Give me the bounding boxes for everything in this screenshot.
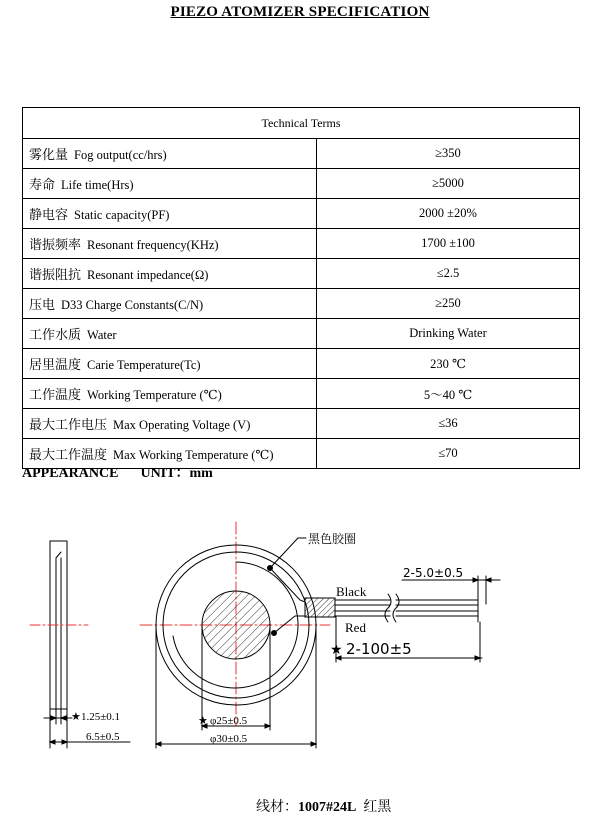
table-row [23,289,580,319]
term-cell [23,259,317,289]
term-cell [23,169,317,199]
term-cell [23,379,317,409]
term-cn: 工作温度 [29,388,82,403]
term-cn: 谐振频率 [29,238,82,253]
value-cell: 2000 ±20% [317,199,580,229]
dim-arrow [473,578,478,582]
term-en: Working Temperature (℃) [87,388,222,402]
star-mark: ★ [71,711,81,723]
break-mark [385,594,391,622]
front-view [140,522,500,748]
technical-drawing [0,486,600,786]
table-row [23,199,580,229]
table-row [23,229,580,259]
wire-clamp [305,598,335,617]
term-en: Resonant impedance(Ω) [87,268,209,282]
break-mark [393,594,399,622]
label-leader-line [270,538,298,568]
value-cell: 5～40 ℃ [317,379,580,409]
term-en: Max Working Temperature (℃) [113,448,274,462]
value-cell: Drinking Water [317,319,580,349]
term-cell [23,289,317,319]
term-en: D33 Charge Constants(C/N) [61,298,204,312]
document-title: PIEZO ATOMIZER SPECIFICATION [170,4,430,20]
black-wire-label: Black [336,584,367,599]
value-cell: 1700 ±100 [317,229,580,259]
term-cn: 雾化量 [29,148,69,163]
value-cell: 230 ℃ [317,349,580,379]
value-cell: ≥250 [317,289,580,319]
wire-length-label: 2-100±5 [346,640,412,658]
wire-note-colors: 红黑 [363,799,392,815]
wire-note-prefix: 线材： [256,799,298,815]
table-header: Technical Terms [23,108,580,139]
term-cn: 最大工作温度 [29,448,108,463]
thickness-dim-label: 1.25±0.1 [81,711,121,723]
dim-arrow [486,578,491,582]
term-en: Life time(Hrs) [61,178,134,192]
wire-spec-note [256,796,391,816]
dim-arrow [51,716,56,720]
spec-table [22,107,580,469]
inner-diameter-label: φ25±0.5 [210,715,248,727]
table-row [23,259,580,289]
table-row [23,409,580,439]
width-dim-label: 6.5±0.5 [86,731,120,743]
red-wire-label: Red [345,620,366,635]
dim-arrow [61,716,66,720]
term-en: Max Operating Voltage (V) [113,418,251,432]
term-cell [23,229,317,259]
dim-arrow [265,724,270,728]
wire-spacing-label: 2-5.0±0.5 [403,566,464,580]
term-cn: 最大工作电压 [29,418,108,433]
term-cell [23,409,317,439]
outer-diameter-label: φ30±0.5 [210,733,248,745]
term-cn: 谐振阻抗 [29,268,82,283]
appearance-heading [22,462,213,482]
value-cell: ≥350 [317,139,580,169]
electrode-disc [202,591,270,659]
side-view-inner-line [56,552,61,558]
term-cell [23,319,317,349]
dim-arrow [156,742,161,746]
table-row [23,349,580,379]
value-cell: ≤36 [317,409,580,439]
value-cell: ≥5000 [317,169,580,199]
term-cn: 居里温度 [29,358,82,373]
dim-arrow [311,742,316,746]
table-row [23,379,580,409]
term-en: Water [87,328,117,342]
dim-arrow [475,656,480,660]
unit-label: UNIT：mm [140,466,213,481]
table-header-row [23,108,580,139]
term-cn: 工作水质 [29,328,82,343]
table-row [23,319,580,349]
term-cell [23,349,317,379]
appearance-label: APPEARANCE [22,466,119,481]
dim-arrow [50,740,55,744]
term-cell [23,139,317,169]
rubber-ring-label: 黑色胶圈 [308,532,357,546]
table-row [23,139,580,169]
term-cn: 压电 [29,298,56,313]
term-en: Static capacity(PF) [74,208,170,222]
term-en: Resonant frequency(KHz) [87,238,219,252]
term-cn: 静电容 [29,208,69,223]
star-mark: ★ [330,643,343,658]
term-en: Fog output(cc/hrs) [74,148,167,162]
term-cell [23,199,317,229]
table-row [23,169,580,199]
wire-note-spec: 1007#24L [298,800,357,815]
star-mark: ★ [198,715,208,727]
dim-arrow [62,740,67,744]
value-cell: ≤2.5 [317,259,580,289]
term-cn: 寿命 [29,178,56,193]
term-en: Carie Temperature(Tc) [87,358,201,372]
value-cell: ≤70 [317,439,580,469]
